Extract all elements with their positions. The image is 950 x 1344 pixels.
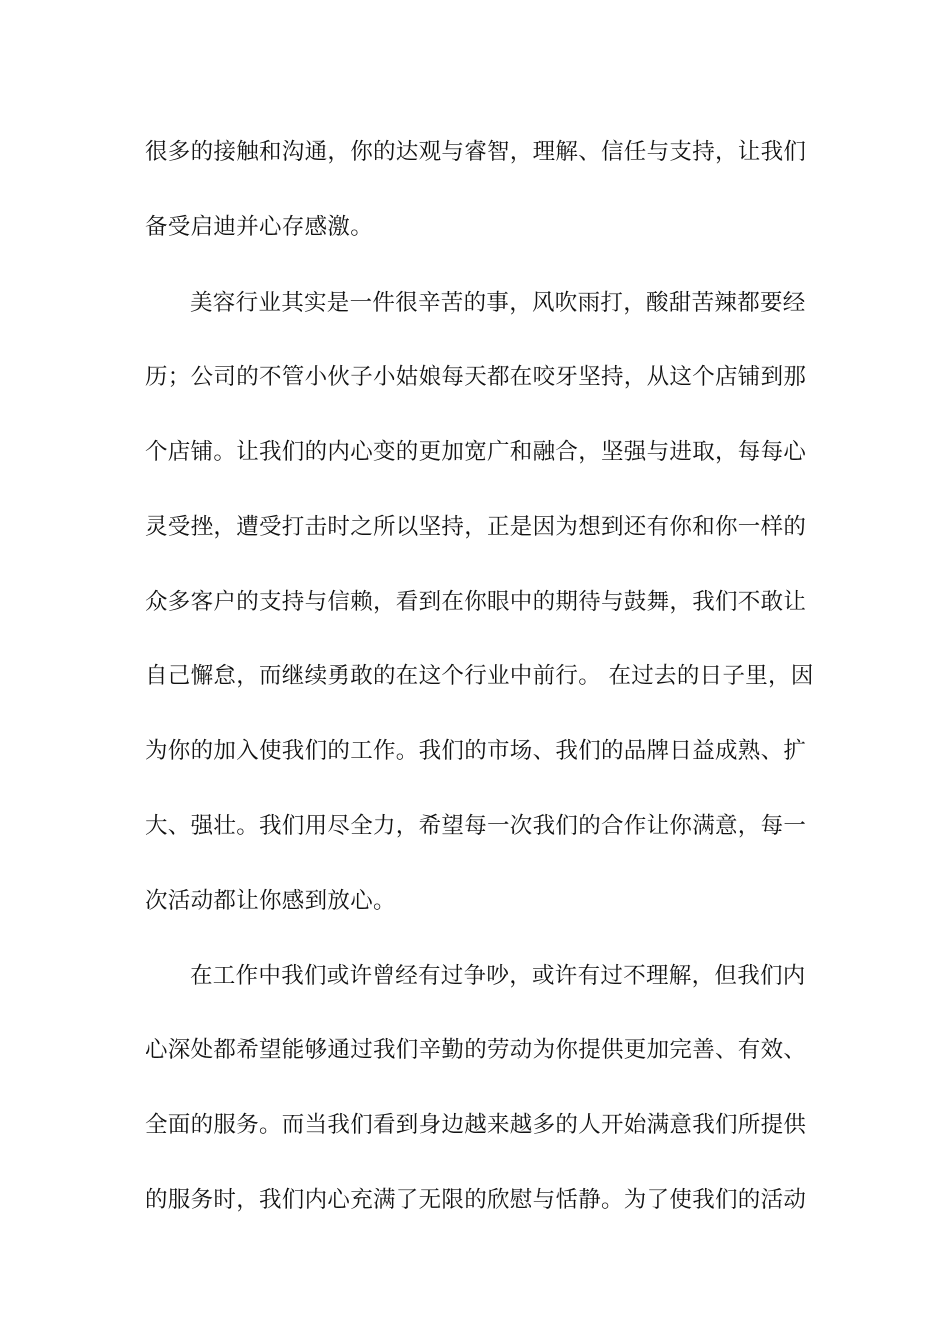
text-line: 众多客户的支持与信赖，看到在你眼中的期待与鼓舞，我们不敢让 <box>145 589 807 615</box>
paragraph-start-line: 在工作中我们或许曾经有过争吵，或许有过不理解，但我们内 <box>190 963 806 989</box>
text-line: 历；公司的不管小伙子小姑娘每天都在咬牙坚持，从这个店铺到那 <box>145 364 807 390</box>
text-line: 灵受挫，遭受打击时之所以坚持，正是因为想到还有你和你一样的 <box>145 514 807 540</box>
text-line: 次活动都让你感到放心。 <box>145 888 396 914</box>
text-line: 很多的接触和沟通，你的达观与睿智，理解、信任与支持，让我们 <box>145 139 807 165</box>
text-line: 的服务时，我们内心充满了无限的欣慰与恬静。为了使我们的活动 <box>145 1187 807 1213</box>
text-line: 个店铺。让我们的内心变的更加宽广和融合，坚强与进取，每每心 <box>145 439 807 465</box>
text-line: 心深处都希望能够通过我们辛勤的劳动为你提供更加完善、有效、 <box>145 1037 807 1063</box>
text-line: 全面的服务。而当我们看到身边越来越多的人开始满意我们所提供 <box>145 1112 807 1138</box>
text-line: 自己懈怠，而继续勇敢的在这个行业中前行。 在过去的日子里，因 <box>145 663 814 689</box>
text-line: 为你的加入使我们的工作。我们的市场、我们的品牌日益成熟、扩 <box>145 738 807 764</box>
text-line: 大、强壮。我们用尽全力，希望每一次我们的合作让你满意，每一 <box>145 813 807 839</box>
text-line: 备受启迪并心存感激。 <box>145 214 374 240</box>
paragraph-start-line: 美容行业其实是一件很辛苦的事，风吹雨打，酸甜苦辣都要经 <box>190 290 806 316</box>
